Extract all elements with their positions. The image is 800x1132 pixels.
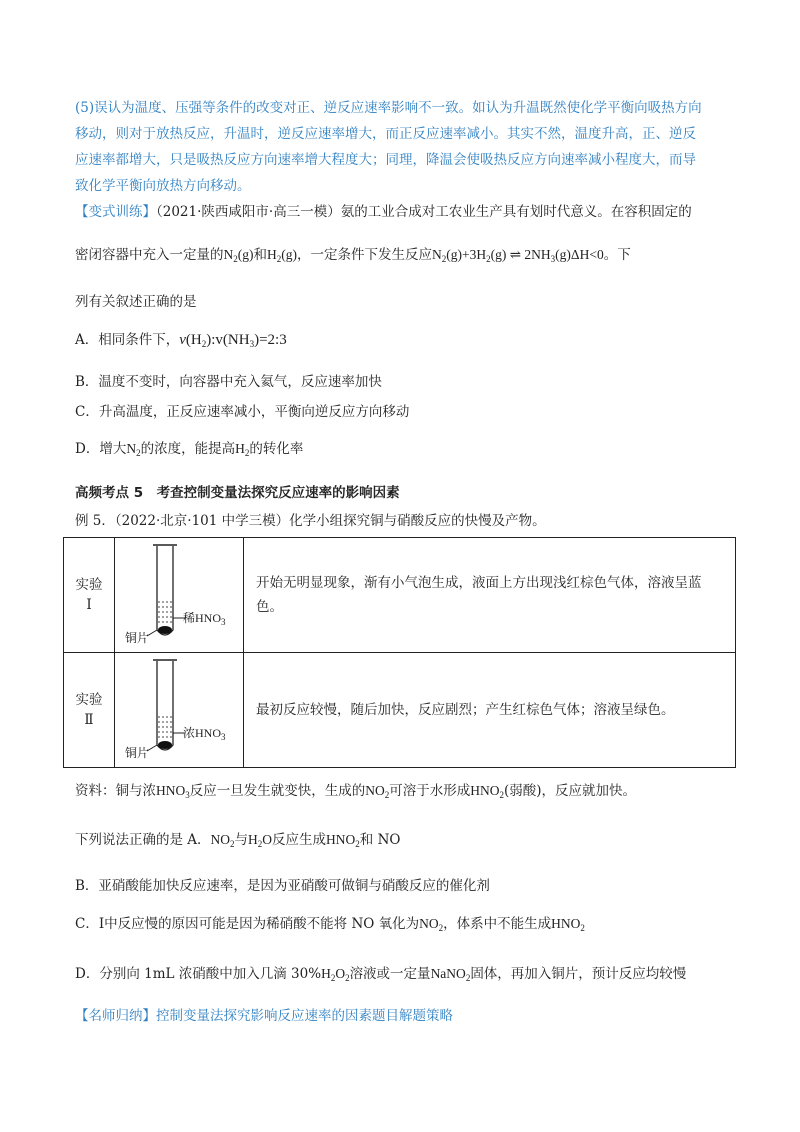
experiment-description: 开始无明显现象，渐有小气泡生成，液面上方出现浅红棕色气体，溶液呈蓝色。 xyxy=(244,538,736,653)
formula-hno2: $HNO_2$ xyxy=(470,783,504,800)
variant-tag: 【变式训练】 xyxy=(75,204,156,220)
formula-n2-d: $N_2$ xyxy=(126,441,141,458)
formula-no2-c: $NO_2$ xyxy=(419,916,444,933)
note-5-line-2: 移动，则对于放热反应，升温时，逆反应速率增大，而正反应速率减小。其实不然，温度升高，正、逆反 xyxy=(75,126,696,142)
note-5-line-4: 致化学平衡向放热方向移动。 xyxy=(75,178,251,194)
formula-rate-ratio: $v(H_2):v(NH_3)=2:3$ xyxy=(179,332,287,349)
example-5-intro: 例 5．（2022·北京·101 中学三模）化学小组探究铜与硝酸反应的快慢及产物。 xyxy=(75,513,546,529)
test-tube-diagram xyxy=(115,653,244,768)
reaction-equation: $N_2(g)+3H_2(g)$ ⇌ $2NH_3(g)\Delta H<0$ xyxy=(432,247,604,264)
variant-line-1 xyxy=(75,200,692,220)
experiment-description: 最初反应较慢，随后加快，反应剧烈；产生红棕色气体；溶液呈绿色。 xyxy=(244,653,736,768)
option-b: B．温度不变时，向容器中充入氦气，反应速率加快 xyxy=(75,374,382,390)
formula-h2o2: $H_2O_2$ xyxy=(321,966,350,983)
copper-label: 铜片 xyxy=(125,746,150,760)
experiment-table xyxy=(63,537,736,768)
experiment-label: 实验 Ⅱ xyxy=(64,653,115,768)
question-option-a: 下列说法正确的是 A．$NO_2$与$H_2O$反应生成$HNO_2$和 NO xyxy=(75,832,401,849)
formula-hno2-c: $HNO_2$ xyxy=(551,916,585,933)
formula-nano2: NaNO$_2$ xyxy=(430,966,471,983)
table-row xyxy=(64,653,736,768)
example-option-d: D．分别向 1mL 浓硝酸中加入几滴 $30\%H_2O_2$溶液或一定量NaNO$_2$固体，再加入铜片，预计反应均较慢 xyxy=(75,966,687,983)
teacher-summary: 【名师归纳】控制变量法探究影响反应速率的因素题目解题策略 xyxy=(75,1008,453,1024)
option-a: A．相同条件下，$v(H_2):v(NH_3)=2:3$ xyxy=(75,332,287,349)
variant-line-3: 列有关叙述正确的是 xyxy=(75,294,197,310)
example-option-c: C．Ⅰ中反应慢的原因可能是因为稀硝酸不能将 NO 氧化为$NO_2$，体系中不能生成$HNO_2$ xyxy=(75,916,585,933)
acid-label: 稀$HNO_3$ xyxy=(183,611,226,627)
note-5-line-1: (5)误认为温度、压强等条件的改变对正、逆反应速率影响不一致。如认为升温既然使化学平衡向吸热方向 xyxy=(75,100,702,116)
variant-end: 。下 xyxy=(603,247,631,263)
variant-text-2: ，一定条件下发生反应 xyxy=(297,247,432,263)
table-row xyxy=(64,538,736,653)
formula-hno2-q: $HNO_2$ xyxy=(326,832,360,849)
variant-and: 和 xyxy=(253,247,267,263)
formula-h2-d: $H_2$ xyxy=(235,441,250,458)
info-line: 资料：铜与浓$HNO_3$反应一旦发生就变快，生成的$NO_2$可溶于水形成$HNO_2$(弱酸)，反应就加快。 xyxy=(75,783,637,800)
example-option-b: B．亚硝酸能加快反应速率，是因为亚硝酸可做铜与硝酸反应的催化剂 xyxy=(75,878,490,894)
formula-h2o: $H_2O$ xyxy=(248,832,273,849)
kp5-heading: 高频考点 5 考查控制变量法探究反应速率的影响因素 xyxy=(75,485,400,501)
option-c: C．升高温度，正反应速率减小，平衡向逆反应方向移动 xyxy=(75,404,410,420)
variant-text: 密闭容器中充入一定量的 xyxy=(75,247,224,263)
variant-source: （2021·陕西咸阳市·高三一模）氨的工业合成对工农业生产具有划时代意义。在容积固定的 xyxy=(156,204,692,220)
formula-n2: $N_2(g)$ xyxy=(223,247,254,264)
formula-no2: $NO_2$ xyxy=(365,783,390,800)
variant-line-2 xyxy=(75,243,631,264)
test-tube-diagram xyxy=(115,538,244,653)
formula-h2: $H_2(g)$ xyxy=(267,247,297,264)
copper-label: 铜片 xyxy=(125,631,150,645)
option-d: D．增大$N_2$的浓度，能提高$H_2$的转化率 xyxy=(75,441,304,458)
note-5-line-3: 应速率都增大，只是吸热反应方向速率增大程度大；同理，降温会使吸热反应方向速率减小程度大，而导 xyxy=(75,152,696,168)
formula-no2-q: $NO_2$ xyxy=(210,832,235,849)
formula-hno3: $HNO_3$ xyxy=(156,783,190,800)
acid-label: 浓$HNO_3$ xyxy=(183,726,226,742)
experiment-label: 实验 Ⅰ xyxy=(64,538,115,653)
